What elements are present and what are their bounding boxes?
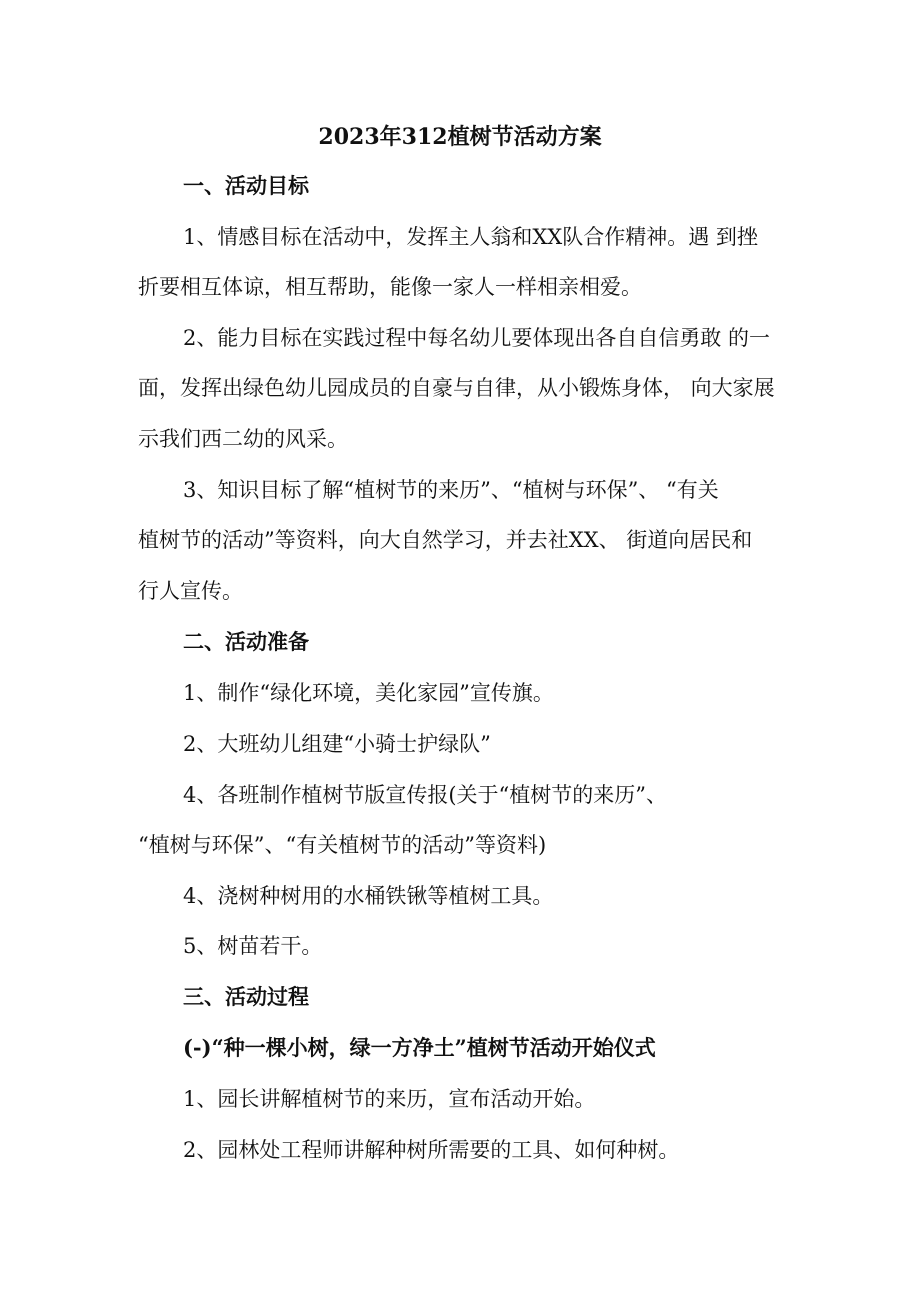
paragraph-line: 2、园林处工程师讲解种树所需要的工具、如何种树。: [183, 1138, 680, 1162]
paragraph-line: 4、浇树种树用的水桶铁锹等植树工具。: [183, 884, 554, 908]
paragraph-line: 1、制作“绿化环境，美化家园”宣传旗。: [183, 681, 554, 705]
paragraph-line: 面，发挥出绿色幼儿园成员的自豪与自律，从小锻炼身体， 向大家展: [138, 376, 775, 400]
paragraph-line: 5、树苗若干。: [183, 934, 323, 958]
paragraph-line: 3、知识目标了解“植树节的来历”、“植树与环保”、 “有关: [183, 478, 719, 502]
paragraph-line: 1、园长讲解植树节的来历，宣布活动开始。: [183, 1087, 596, 1111]
section-heading-preparation: 二、活动准备: [183, 629, 309, 654]
paragraph-line: 折要相互体谅，相互帮助，能像一家人一样相亲相爱。: [138, 275, 642, 299]
paragraph-line: 植树节的活动”等资料，向大自然学习，并去社XX、 街道向居民和: [138, 528, 753, 552]
document-title: 2023年312植树节活动方案: [318, 124, 602, 150]
subsection-heading: (-)“种一棵小树，绿一方净土”植树节活动开始仪式: [183, 1035, 656, 1060]
paragraph-line: 1、情感目标在活动中，发挥主人翁和XX队合作精神。遇 到挫: [183, 225, 758, 249]
section-heading-process: 三、活动过程: [183, 984, 309, 1009]
paragraph-line: 行人宣传。: [138, 579, 243, 603]
paragraph-line: 2、大班幼儿组建“小骑士护绿队”: [183, 732, 491, 756]
paragraph-line: “植树与环保”、“有关植树节的活动”等资料): [138, 833, 547, 857]
paragraph-line: 2、能力目标在实践过程中每名幼儿要体现出各自自信勇敢 的一: [183, 326, 771, 350]
section-heading-goals: 一、活动目标: [183, 173, 309, 198]
paragraph-line: 示我们西二幼的风采。: [138, 427, 348, 451]
paragraph-line: 4、各班制作植树节版宣传报(关于“植树节的来历”、: [183, 783, 668, 807]
